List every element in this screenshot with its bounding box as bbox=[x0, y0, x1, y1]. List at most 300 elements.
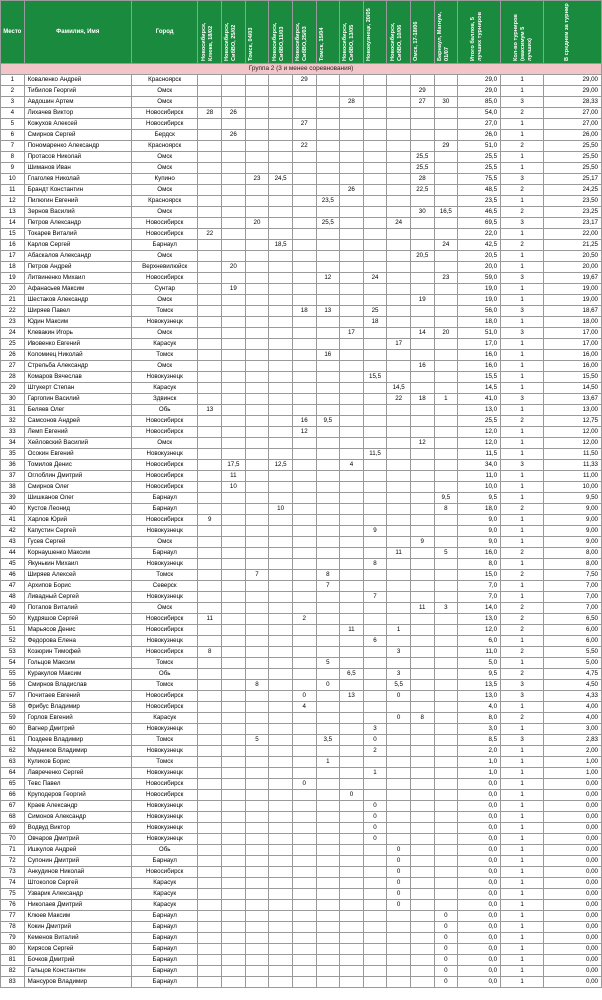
cell-name: Смирнов Сергей bbox=[24, 130, 131, 141]
cell-score bbox=[363, 152, 387, 163]
cell-score bbox=[198, 350, 222, 361]
cell-name: Федорова Елена bbox=[24, 636, 131, 647]
cell-score: 6 bbox=[363, 636, 387, 647]
table-row bbox=[1, 141, 602, 152]
cell-total: 8,0 bbox=[458, 559, 501, 570]
cell-score bbox=[434, 801, 458, 812]
cell-total: 48,5 bbox=[458, 185, 501, 196]
cell-score bbox=[340, 174, 364, 185]
cell-score bbox=[292, 570, 316, 581]
cell-total: 1,0 bbox=[458, 768, 501, 779]
cell-average: 4,50 bbox=[544, 680, 602, 691]
cell-score: 0 bbox=[292, 779, 316, 790]
table-row bbox=[1, 339, 602, 350]
cell-score: 9 bbox=[363, 526, 387, 537]
cell-score bbox=[222, 900, 246, 911]
cell-name: Гольцов Максим bbox=[24, 658, 131, 669]
cell-score bbox=[245, 911, 269, 922]
cell-score bbox=[434, 350, 458, 361]
cell-city: Барнаул bbox=[131, 966, 198, 977]
cell-total: 46,5 bbox=[458, 207, 501, 218]
cell-score bbox=[434, 229, 458, 240]
cell-total: 16,0 bbox=[458, 361, 501, 372]
cell-score: 11 bbox=[410, 603, 434, 614]
cell-score bbox=[434, 119, 458, 130]
cell-score bbox=[245, 845, 269, 856]
cell-score: 26 bbox=[340, 185, 364, 196]
cell-city: Барнаул bbox=[131, 922, 198, 933]
cell-score bbox=[410, 548, 434, 559]
cell-score bbox=[292, 845, 316, 856]
cell-score bbox=[245, 768, 269, 779]
cell-city: Карасук bbox=[131, 339, 198, 350]
cell-score bbox=[363, 361, 387, 372]
table-row bbox=[1, 405, 602, 416]
cell-name: Почитаев Евгений bbox=[24, 691, 131, 702]
cell-score bbox=[387, 196, 411, 207]
cell-score: 23,5 bbox=[316, 196, 340, 207]
cell-score bbox=[363, 944, 387, 955]
cell-name: Пилюгин Евгений bbox=[24, 196, 131, 207]
cell-score bbox=[222, 185, 246, 196]
cell-average: 24,25 bbox=[544, 185, 602, 196]
cell-place: 61 bbox=[1, 735, 25, 746]
cell-score bbox=[410, 680, 434, 691]
cell-score bbox=[363, 922, 387, 933]
cell-score bbox=[316, 526, 340, 537]
cell-score bbox=[387, 955, 411, 966]
cell-count: 2 bbox=[501, 416, 544, 427]
cell-score bbox=[222, 592, 246, 603]
cell-score bbox=[269, 966, 293, 977]
cell-score bbox=[434, 482, 458, 493]
cell-score bbox=[316, 713, 340, 724]
cell-city: Барнаул bbox=[131, 240, 198, 251]
cell-count: 1 bbox=[501, 152, 544, 163]
cell-score bbox=[434, 317, 458, 328]
cell-score bbox=[198, 680, 222, 691]
cell-score bbox=[387, 306, 411, 317]
cell-score bbox=[292, 438, 316, 449]
cell-score bbox=[269, 801, 293, 812]
table-row bbox=[1, 515, 602, 526]
cell-score bbox=[316, 372, 340, 383]
cell-score bbox=[292, 372, 316, 383]
cell-name: Шишканов Олег bbox=[24, 493, 131, 504]
cell-place: 47 bbox=[1, 581, 25, 592]
cell-total: 42,5 bbox=[458, 240, 501, 251]
cell-score bbox=[245, 383, 269, 394]
cell-score bbox=[245, 592, 269, 603]
cell-city: Барнаул bbox=[131, 504, 198, 515]
cell-city: Томск bbox=[131, 680, 198, 691]
cell-total: 0,0 bbox=[458, 801, 501, 812]
cell-score bbox=[292, 449, 316, 460]
cell-score bbox=[198, 977, 222, 988]
cell-count: 1 bbox=[501, 119, 544, 130]
cell-score bbox=[434, 262, 458, 273]
cell-place: 63 bbox=[1, 757, 25, 768]
col-header-tournament-8: Новокузнецк, 20/05 bbox=[363, 1, 387, 64]
cell-score bbox=[198, 75, 222, 86]
cell-score bbox=[269, 394, 293, 405]
cell-score bbox=[269, 570, 293, 581]
cell-count: 3 bbox=[501, 174, 544, 185]
cell-score bbox=[269, 680, 293, 691]
cell-average: 12,00 bbox=[544, 427, 602, 438]
cell-city: Барнаул bbox=[131, 911, 198, 922]
cell-count: 2 bbox=[501, 108, 544, 119]
cell-score bbox=[363, 669, 387, 680]
cell-score bbox=[410, 240, 434, 251]
cell-place: 11 bbox=[1, 185, 25, 196]
cell-score bbox=[198, 735, 222, 746]
cell-name: Ширяев Павел bbox=[24, 306, 131, 317]
cell-score bbox=[363, 427, 387, 438]
cell-score bbox=[198, 438, 222, 449]
cell-score bbox=[316, 933, 340, 944]
cell-score bbox=[198, 207, 222, 218]
cell-score: 8 bbox=[245, 680, 269, 691]
cell-score bbox=[222, 812, 246, 823]
cell-score bbox=[245, 614, 269, 625]
table-row bbox=[1, 592, 602, 603]
cell-score bbox=[387, 526, 411, 537]
cell-score: 9 bbox=[198, 515, 222, 526]
cell-score bbox=[245, 944, 269, 955]
cell-score: 14,5 bbox=[387, 383, 411, 394]
cell-score: 0 bbox=[434, 911, 458, 922]
cell-score bbox=[292, 944, 316, 955]
cell-score: 25 bbox=[363, 306, 387, 317]
cell-score bbox=[198, 790, 222, 801]
cell-place: 68 bbox=[1, 812, 25, 823]
cell-score bbox=[434, 779, 458, 790]
cell-score bbox=[434, 834, 458, 845]
col-header-tournament-10: Омск, 17-18/06 bbox=[410, 1, 434, 64]
cell-score bbox=[316, 768, 340, 779]
cell-total: 9,5 bbox=[458, 669, 501, 680]
cell-score bbox=[434, 416, 458, 427]
cell-total: 2,0 bbox=[458, 746, 501, 757]
cell-average: 6,00 bbox=[544, 625, 602, 636]
cell-score bbox=[292, 284, 316, 295]
cell-name: Самсонов Андрей bbox=[24, 416, 131, 427]
cell-score bbox=[292, 262, 316, 273]
cell-score bbox=[410, 724, 434, 735]
cell-score bbox=[410, 218, 434, 229]
cell-score bbox=[269, 625, 293, 636]
cell-score bbox=[434, 647, 458, 658]
cell-average: 0,00 bbox=[544, 966, 602, 977]
cell-score bbox=[410, 977, 434, 988]
table-row bbox=[1, 251, 602, 262]
cell-score: 0 bbox=[434, 977, 458, 988]
cell-count: 1 bbox=[501, 790, 544, 801]
table-row bbox=[1, 900, 602, 911]
cell-score: 22 bbox=[198, 229, 222, 240]
cell-total: 9,0 bbox=[458, 515, 501, 526]
cell-score bbox=[245, 350, 269, 361]
cell-score bbox=[340, 559, 364, 570]
cell-name: Николаев Дмитрий bbox=[24, 900, 131, 911]
cell-score bbox=[198, 152, 222, 163]
cell-score bbox=[198, 163, 222, 174]
table-row bbox=[1, 306, 602, 317]
cell-score bbox=[363, 537, 387, 548]
cell-score bbox=[222, 801, 246, 812]
cell-score bbox=[387, 97, 411, 108]
cell-score bbox=[434, 900, 458, 911]
cell-total: 75,5 bbox=[458, 174, 501, 185]
cell-score bbox=[387, 372, 411, 383]
cell-score bbox=[410, 944, 434, 955]
cell-score bbox=[363, 966, 387, 977]
cell-score bbox=[363, 625, 387, 636]
cell-score bbox=[434, 339, 458, 350]
cell-score bbox=[198, 779, 222, 790]
cell-score bbox=[245, 977, 269, 988]
table-row bbox=[1, 460, 602, 471]
cell-average: 23,17 bbox=[544, 218, 602, 229]
cell-city: Бердск bbox=[131, 130, 198, 141]
cell-score bbox=[387, 427, 411, 438]
cell-score bbox=[316, 691, 340, 702]
cell-score bbox=[222, 647, 246, 658]
cell-score: 8 bbox=[363, 559, 387, 570]
cell-score bbox=[340, 680, 364, 691]
cell-score bbox=[292, 537, 316, 548]
cell-score: 23 bbox=[434, 273, 458, 284]
cell-score bbox=[222, 768, 246, 779]
cell-score bbox=[245, 471, 269, 482]
cell-score bbox=[245, 933, 269, 944]
cell-score bbox=[245, 823, 269, 834]
cell-score bbox=[245, 493, 269, 504]
cell-count: 3 bbox=[501, 735, 544, 746]
table-row bbox=[1, 944, 602, 955]
cell-name: Корнаушенко Максим bbox=[24, 548, 131, 559]
cell-score bbox=[340, 955, 364, 966]
cell-score bbox=[434, 669, 458, 680]
cell-name: Кирясов Сергей bbox=[24, 944, 131, 955]
cell-total: 27,0 bbox=[458, 119, 501, 130]
cell-score bbox=[269, 328, 293, 339]
cell-place: 26 bbox=[1, 350, 25, 361]
cell-place: 14 bbox=[1, 218, 25, 229]
cell-score bbox=[292, 680, 316, 691]
cell-score bbox=[292, 108, 316, 119]
cell-score bbox=[269, 867, 293, 878]
cell-name: Осокин Евгений bbox=[24, 449, 131, 460]
cell-name: Потапов Виталий bbox=[24, 603, 131, 614]
cell-score: 10 bbox=[269, 504, 293, 515]
cell-score bbox=[198, 218, 222, 229]
cell-score bbox=[245, 691, 269, 702]
cell-score bbox=[410, 570, 434, 581]
cell-score bbox=[269, 317, 293, 328]
cell-name: Ивовенко Евгений bbox=[24, 339, 131, 350]
cell-score bbox=[340, 196, 364, 207]
col-header-city: Город bbox=[131, 1, 198, 64]
cell-name: Бочков Дмитрий bbox=[24, 955, 131, 966]
cell-name: Клевакин Игорь bbox=[24, 328, 131, 339]
table-row bbox=[1, 383, 602, 394]
cell-score bbox=[340, 339, 364, 350]
cell-place: 20 bbox=[1, 284, 25, 295]
cell-score bbox=[363, 240, 387, 251]
cell-count: 1 bbox=[501, 834, 544, 845]
cell-score bbox=[410, 515, 434, 526]
cell-score bbox=[292, 625, 316, 636]
cell-score bbox=[410, 746, 434, 757]
cell-score: 8 bbox=[434, 504, 458, 515]
cell-score: 8 bbox=[198, 647, 222, 658]
cell-score bbox=[387, 251, 411, 262]
table-row bbox=[1, 812, 602, 823]
cell-score bbox=[245, 405, 269, 416]
cell-score bbox=[340, 570, 364, 581]
cell-city: Новосибирск bbox=[131, 273, 198, 284]
cell-score bbox=[410, 790, 434, 801]
cell-score: 11 bbox=[198, 614, 222, 625]
cell-score bbox=[434, 823, 458, 834]
table-row bbox=[1, 878, 602, 889]
cell-score bbox=[245, 658, 269, 669]
table-row bbox=[1, 416, 602, 427]
cell-score bbox=[316, 405, 340, 416]
cell-average: 4,00 bbox=[544, 702, 602, 713]
cell-score bbox=[363, 207, 387, 218]
table-row bbox=[1, 130, 602, 141]
col-header-tournament-1: Новосибирск, Клюкв, 18/02 bbox=[198, 1, 222, 64]
cell-score bbox=[245, 108, 269, 119]
cell-score bbox=[198, 592, 222, 603]
table-row bbox=[1, 845, 602, 856]
cell-score bbox=[410, 284, 434, 295]
cell-average: 28,33 bbox=[544, 97, 602, 108]
cell-score: 3 bbox=[363, 724, 387, 735]
cell-name: Куракулов Максим bbox=[24, 669, 131, 680]
cell-score bbox=[198, 548, 222, 559]
cell-score bbox=[410, 119, 434, 130]
cell-score bbox=[292, 911, 316, 922]
cell-count: 1 bbox=[501, 350, 544, 361]
cell-score bbox=[316, 75, 340, 86]
cell-score bbox=[245, 262, 269, 273]
cell-average: 7,50 bbox=[544, 570, 602, 581]
cell-count: 1 bbox=[501, 75, 544, 86]
cell-place: 15 bbox=[1, 229, 25, 240]
cell-place: 49 bbox=[1, 603, 25, 614]
cell-score bbox=[269, 108, 293, 119]
cell-score: 25,5 bbox=[410, 163, 434, 174]
cell-score bbox=[222, 394, 246, 405]
cell-name: Литвиненко Михаил bbox=[24, 273, 131, 284]
cell-city: Барнаул bbox=[131, 933, 198, 944]
cell-score bbox=[222, 317, 246, 328]
cell-place: 16 bbox=[1, 240, 25, 251]
cell-name: Капустин Сергей bbox=[24, 526, 131, 537]
cell-score bbox=[222, 680, 246, 691]
cell-city: Карасук bbox=[131, 900, 198, 911]
cell-score bbox=[410, 867, 434, 878]
cell-average: 29,00 bbox=[544, 86, 602, 97]
cell-score bbox=[292, 724, 316, 735]
cell-score bbox=[316, 922, 340, 933]
cell-score bbox=[292, 977, 316, 988]
cell-name: Горлов Евгений bbox=[24, 713, 131, 724]
cell-score bbox=[269, 900, 293, 911]
table-row bbox=[1, 768, 602, 779]
cell-score bbox=[434, 724, 458, 735]
table-row bbox=[1, 559, 602, 570]
cell-city: Новокузнецк bbox=[131, 526, 198, 537]
cell-score bbox=[434, 592, 458, 603]
cell-score bbox=[340, 878, 364, 889]
cell-score bbox=[387, 75, 411, 86]
cell-score bbox=[363, 108, 387, 119]
cell-score bbox=[269, 977, 293, 988]
cell-average: 6,50 bbox=[544, 614, 602, 625]
cell-score: 10 bbox=[222, 482, 246, 493]
cell-place: 2 bbox=[1, 86, 25, 97]
cell-score bbox=[222, 405, 246, 416]
cell-count: 1 bbox=[501, 977, 544, 988]
cell-score: 6,5 bbox=[340, 669, 364, 680]
cell-score bbox=[198, 581, 222, 592]
cell-score bbox=[340, 823, 364, 834]
table-row bbox=[1, 207, 602, 218]
cell-score bbox=[269, 339, 293, 350]
cell-score bbox=[434, 306, 458, 317]
cell-score bbox=[222, 724, 246, 735]
cell-score bbox=[245, 86, 269, 97]
cell-score bbox=[316, 504, 340, 515]
cell-name: Круподеров Георгий bbox=[24, 790, 131, 801]
col-header-tournament-5: Новосибирск, СибВО,25/03 bbox=[292, 1, 316, 64]
cell-place: 77 bbox=[1, 911, 25, 922]
cell-score bbox=[269, 955, 293, 966]
cell-total: 16,0 bbox=[458, 548, 501, 559]
table-row bbox=[1, 680, 602, 691]
cell-total: 13,5 bbox=[458, 680, 501, 691]
cell-score bbox=[292, 856, 316, 867]
cell-score bbox=[410, 955, 434, 966]
cell-score bbox=[222, 273, 246, 284]
cell-score: 17,5 bbox=[222, 460, 246, 471]
cell-score bbox=[269, 933, 293, 944]
cell-place: 37 bbox=[1, 471, 25, 482]
cell-score bbox=[434, 636, 458, 647]
cell-score bbox=[198, 889, 222, 900]
cell-score bbox=[292, 801, 316, 812]
cell-score bbox=[387, 493, 411, 504]
cell-score bbox=[410, 812, 434, 823]
cell-place: 66 bbox=[1, 790, 25, 801]
cell-count: 2 bbox=[501, 603, 544, 614]
cell-score bbox=[292, 636, 316, 647]
cell-score bbox=[222, 427, 246, 438]
cell-count: 1 bbox=[501, 251, 544, 262]
cell-score bbox=[434, 581, 458, 592]
cell-score: 0 bbox=[292, 691, 316, 702]
table-row bbox=[1, 97, 602, 108]
cell-name: Коваленко Андрей bbox=[24, 75, 131, 86]
cell-score bbox=[245, 361, 269, 372]
cell-average: 0,00 bbox=[544, 834, 602, 845]
cell-name: Краев Александр bbox=[24, 801, 131, 812]
